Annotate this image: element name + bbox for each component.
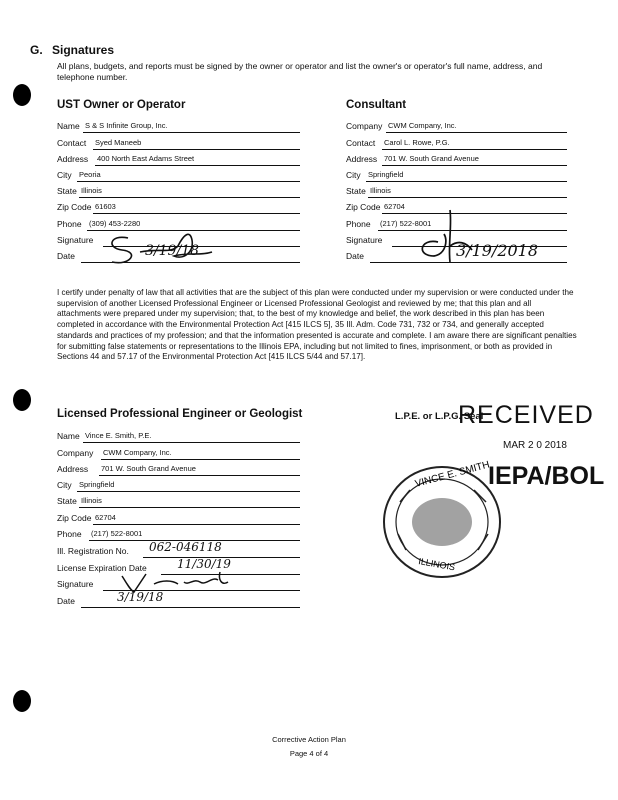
engineer-field-label: Zip Code [57, 513, 92, 523]
engineer-field-label: Name [57, 431, 80, 441]
engineer-signature [118, 570, 238, 596]
engineer-field-label: State [57, 496, 77, 506]
engineer-field-value[interactable]: 701 W. South Grand Avenue [101, 464, 196, 473]
engineer-heading: Licensed Professional Engineer or Geologist [57, 408, 303, 420]
section-letter: G. [30, 43, 43, 57]
owner-field-value[interactable]: (309) 453-2280 [89, 219, 141, 228]
engineer-field-underline [79, 507, 300, 508]
engineer-field-value[interactable]: 3/19/18 [117, 590, 164, 604]
owner-field-label: State [57, 186, 77, 196]
punch-hole [13, 84, 31, 106]
engineer-field-underline [93, 524, 300, 525]
engineer-row [57, 540, 300, 558]
engineer-field-underline [101, 459, 300, 460]
engineer-row [57, 478, 300, 492]
owner-field-underline [93, 213, 300, 214]
owner-field-value[interactable]: 3/19/18 [145, 243, 199, 259]
engineer-field-label: Ill. Registration No. [57, 546, 129, 556]
seal-label: L.P.E. or L.P.G. Seal [395, 411, 484, 422]
engineer-field-value[interactable]: 11/30/19 [177, 557, 231, 571]
owner-field-underline [77, 181, 300, 182]
engineer-field-label: Date [57, 596, 75, 606]
engineer-field-label: Phone [57, 529, 82, 539]
section-title: Signatures [52, 43, 115, 57]
svg-text:ILLINOIS: ILLINOIS [417, 556, 456, 573]
owner-field-value[interactable]: Syed Maneeb [95, 138, 142, 147]
engineer-field-underline [81, 607, 300, 608]
owner-signature [100, 226, 220, 270]
engineer-row [57, 429, 300, 443]
owner-row [57, 200, 300, 214]
consultant-field-label: State [346, 186, 366, 196]
consultant-field-underline [386, 132, 567, 133]
engineer-row [57, 590, 300, 608]
punch-hole [13, 389, 31, 411]
owner-row [57, 168, 300, 182]
owner-field-value[interactable]: Illinois [81, 186, 102, 195]
consultant-field-label: Zip Code [346, 202, 381, 212]
engineer-field-label: Company [57, 448, 94, 458]
owner-row [57, 119, 300, 133]
consultant-field-underline [366, 181, 567, 182]
engineer-field-label: City [57, 480, 72, 490]
owner-row [57, 152, 300, 166]
pe-seal-graphic [378, 459, 508, 584]
owner-field-label: Name [57, 121, 80, 131]
section-intro: All plans, budgets, and reports must be signed by the owner or operator and list the owner's or operator's full name, address, and telephone number. [57, 61, 543, 82]
consultant-row [346, 136, 567, 150]
owner-field-underline [95, 165, 300, 166]
consultant-row [346, 184, 567, 198]
owner-field-label: City [57, 170, 72, 180]
consultant-field-label: City [346, 170, 361, 180]
owner-field-label: Signature [57, 235, 94, 245]
engineer-field-value[interactable]: 62704 [95, 513, 116, 522]
consultant-field-label: Address [346, 154, 378, 164]
owner-row [57, 184, 300, 198]
consultant-field-underline [382, 165, 567, 166]
owner-field-label: Phone [57, 219, 82, 229]
consultant-field-underline [368, 197, 567, 198]
certification-statement: I certify under penalty of law that all activities that are the subject of this plan were conducted under my supervision or were conducted under the supervision of another Licensed Professional Engineer or Licensed Professional Geologist and reviewed by me; that this plan and all attachments were prepared under my supervision; that, to the best of my knowledge and belief, the work described in this plan has been completed in accordance with the Environmental Protection Act [415 ILCS 5], 35 Ill. Adm. Code 731, 732 or 734, and generally accepted standards and practices of my profession; and that the information presented is accurate and complete. I am aware there are significant penalties for submitting false statements or representations to the Illinois EPA, including but not limited to fines, imprisonment, or both as provided in Sections 44 and 57.17 of the Environmental Protection Act [415 ILCS 5/44 and 57.17]. [57, 288, 577, 362]
owner-heading: UST Owner or Operator [57, 99, 186, 111]
engineer-field-underline [83, 442, 300, 443]
consultant-field-label: Signature [346, 235, 383, 245]
consultant-field-value[interactable]: 701 W. South Grand Avenue [384, 154, 479, 163]
consultant-row [346, 152, 567, 166]
consultant-field-underline [382, 149, 567, 150]
owner-field-underline [83, 132, 300, 133]
owner-field-value[interactable]: Peoria [79, 170, 101, 179]
svg-text:VINCE E. SMITH: VINCE E. SMITH [413, 459, 491, 490]
consultant-row [346, 119, 567, 133]
owner-field-value[interactable]: 400 North East Adams Street [97, 154, 195, 163]
agency-stamp: IEPA/BOL [488, 462, 605, 490]
engineer-field-underline [99, 475, 300, 476]
engineer-field-value[interactable]: (217) 522-8001 [91, 529, 143, 538]
consultant-field-value[interactable]: Illinois [370, 186, 391, 195]
consultant-field-value[interactable]: Carol L. Rowe, P.G. [384, 138, 450, 147]
footer-page: Page 4 of 4 [289, 749, 329, 758]
consultant-field-label: Date [346, 251, 364, 261]
engineer-row [57, 494, 300, 508]
engineer-field-label: License Expiration Date [57, 563, 147, 573]
consultant-field-label: Contact [346, 138, 376, 148]
consultant-heading: Consultant [346, 99, 407, 111]
engineer-row [57, 527, 300, 541]
owner-field-label: Zip Code [57, 202, 92, 212]
received-stamp: RECEIVED [458, 401, 594, 429]
engineer-row [57, 511, 300, 525]
consultant-field-value[interactable]: CWM Company, Inc. [388, 121, 457, 130]
consultant-signature [400, 206, 480, 266]
consultant-row [346, 168, 567, 182]
consultant-field-value[interactable]: 62704 [384, 202, 405, 211]
engineer-field-value[interactable]: CWM Company, Inc. [103, 448, 172, 457]
owner-field-value[interactable]: 61603 [95, 202, 116, 211]
punch-hole [13, 690, 31, 712]
consultant-field-value[interactable]: 3/19/2018 [456, 241, 539, 260]
consultant-field-label: Phone [346, 219, 371, 229]
engineer-field-value[interactable]: Springfield [79, 480, 115, 489]
received-date: MAR 2 0 2018 [503, 440, 567, 451]
owner-field-underline [79, 197, 300, 198]
owner-field-value[interactable]: S & S Infinite Group, Inc. [85, 121, 168, 130]
owner-field-underline [93, 149, 300, 150]
consultant-field-value[interactable]: (217) 522-8001 [380, 219, 432, 228]
engineer-row [57, 446, 300, 460]
consultant-field-label: Company [346, 121, 383, 131]
owner-field-label: Address [57, 154, 89, 164]
engineer-field-value[interactable]: Illinois [81, 496, 102, 505]
footer-title: Corrective Action Plan [272, 735, 346, 744]
owner-row [57, 136, 300, 150]
engineer-field-label: Signature [57, 579, 94, 589]
engineer-row [57, 462, 300, 476]
engineer-field-value[interactable]: 062-046118 [149, 540, 222, 554]
owner-field-label: Contact [57, 138, 87, 148]
engineer-field-underline [77, 491, 300, 492]
engineer-field-label: Address [57, 464, 89, 474]
consultant-field-value[interactable]: Springfield [368, 170, 404, 179]
owner-field-label: Date [57, 251, 75, 261]
engineer-field-value[interactable]: Vince E. Smith, P.E. [85, 431, 152, 440]
